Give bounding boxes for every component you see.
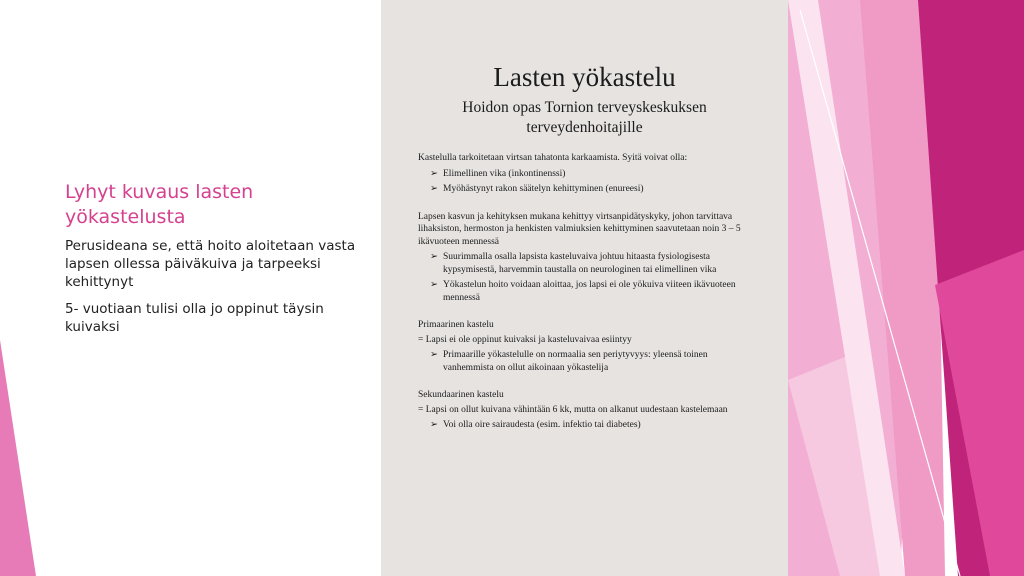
document-subtitle: Hoidon opas Tornion terveyskeskuksen terveydenhoitajille — [462, 99, 707, 136]
arrow-bullet-icon: ➢ — [430, 350, 438, 360]
doc-bullet — [418, 183, 758, 196]
doc-paragraph: Lapsen kasvun ja kehityksen mukana kehittyy virtsanpidätyskyky, johon tarvittava lihaksiston, hermoston ja henkisten valmiuksien kehittyminen saavutetaan noin 3 – 5 ikävuoteen mennessä — [418, 211, 741, 247]
doc-heading: Primaarinen kastelu — [418, 320, 494, 330]
body-paragraph: Perusideana se, että hoito aloitetaan vasta lapsen ollessa päiväkuiva ja tarpeeksi kehittynyt — [65, 238, 356, 290]
doc-bullet — [418, 279, 758, 304]
doc-bullet — [418, 419, 758, 432]
doc-paragraph: = Lapsi on ollut kuivana vähintään 6 kk, mutta on alkanut uudestaan kastelemaan — [418, 404, 728, 415]
doc-bullet-text: Primaarille yökastelulle on normaalia sen periytyvyys: yleensä toinen vanhemmista on ollut aikoinaan yökastelija — [443, 350, 708, 373]
document-image — [381, 0, 788, 576]
body-paragraph: 5- vuotiaan tulisi olla jo oppinut täysin kuivaksi — [65, 301, 324, 335]
slide-body — [65, 237, 365, 345]
doc-bullet-text: Yökastelun hoito voidaan aloittaa, jos lapsi ei ole yökuiva viiteen ikävuoteen mennessä — [443, 280, 736, 303]
arrow-bullet-icon: ➢ — [430, 280, 438, 290]
document-body — [418, 152, 758, 435]
doc-paragraph: = Lapsi ei ole oppinut kuivaksi ja kasteluvaivaa esiintyy — [418, 334, 632, 345]
arrow-bullet-icon: ➢ — [430, 420, 438, 430]
doc-paragraph: Kastelulla tarkoitetaan virtsan tahatonta karkaamista. Syitä voivat olla: — [418, 153, 688, 163]
slide-title: Lyhyt kuvaus lasten yökastelusta — [65, 181, 254, 228]
arrow-bullet-icon: ➢ — [430, 252, 438, 262]
doc-bullet-text: Elimellinen vika (inkontinenssi) — [443, 168, 566, 179]
left-accent-shape — [0, 340, 36, 576]
doc-bullet-text: Voi olla oire sairaudesta (esim. infektio tai diabetes) — [443, 420, 641, 430]
doc-bullet — [418, 349, 758, 374]
arrow-bullet-icon: ➢ — [430, 184, 438, 194]
arrow-bullet-icon: ➢ — [430, 168, 438, 179]
doc-heading: Sekundaarinen kastelu — [418, 390, 504, 400]
document-title: Lasten yökastelu — [493, 62, 676, 92]
doc-bullet-text: Myöhästynyt rakon säätelyn kehittyminen (enureesi) — [443, 184, 644, 194]
doc-bullet — [418, 251, 758, 276]
doc-bullet-text: Suurimmalla osalla lapsista kasteluvaiva johtuu hitaasta fysiologisesta kypsymisestä, harvemmin taustalla on neurologinen tai elimellinen vika — [443, 252, 717, 275]
doc-bullet — [418, 168, 758, 181]
